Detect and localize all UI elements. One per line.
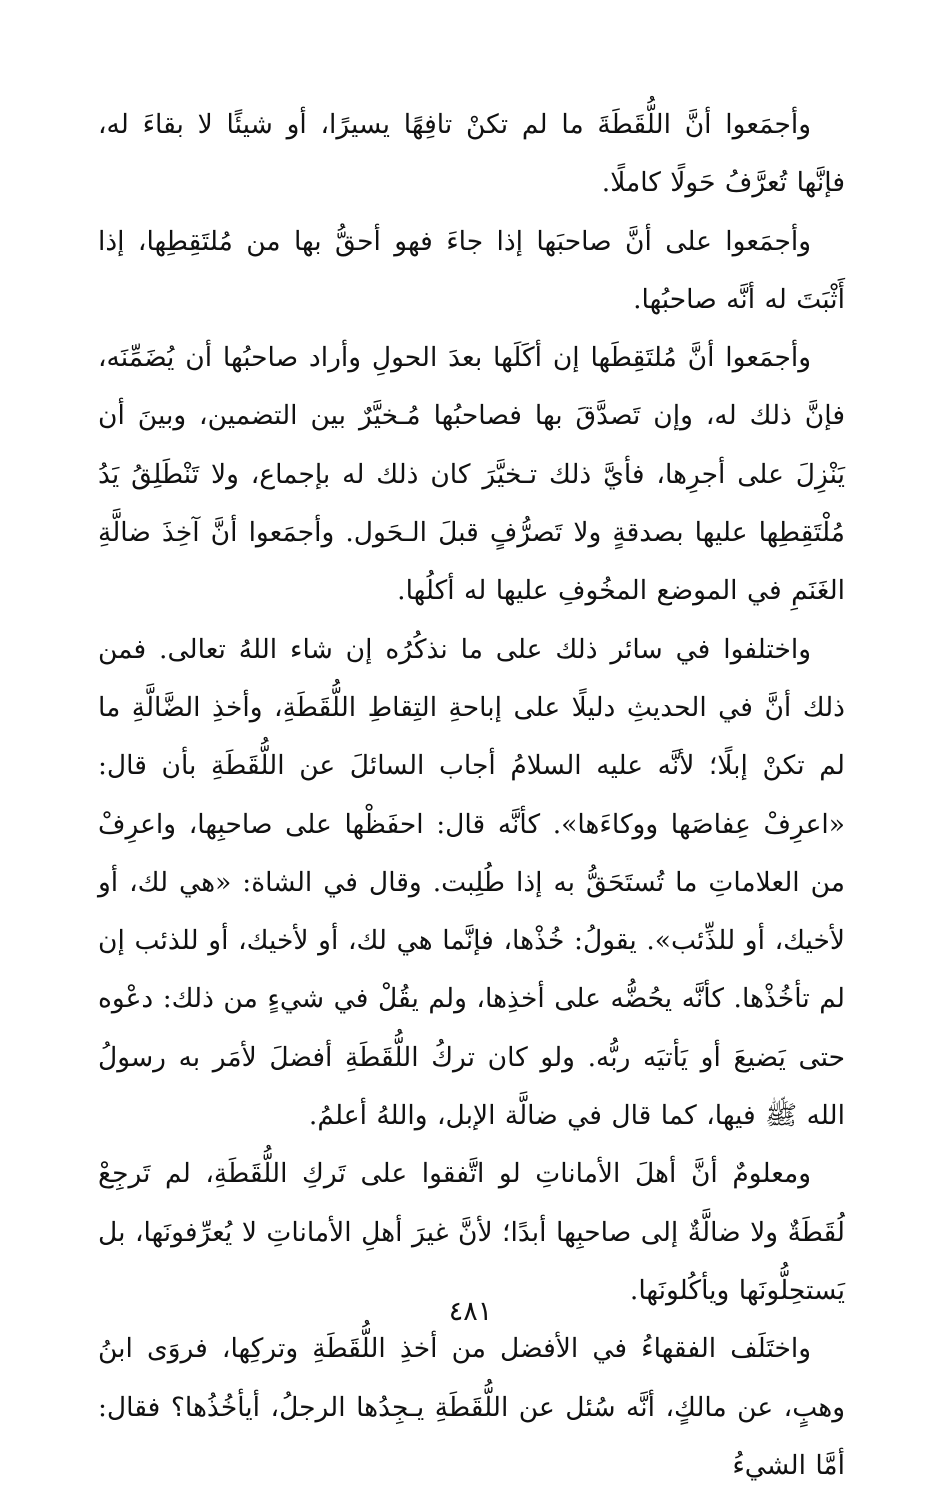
paragraph-5: ومعلومٌ أنَّ أهلَ الأماناتِ لو اتَّفقوا على تَركِ اللُّقَطَةِ، لم تَرجِعْ لُقَطَةٌ ولا ضالَّةٌ إلى صاحبِها أبدًا؛ لأنَّ غيرَ أهلِ الأماناتِ لا يُعرِّفونَها، بل يَستحِلُّونَها ويأكُلونَها. [98,1158,845,1306]
paragraph-2: وأجمَعوا على أنَّ صاحبَها إذا جاءَ فهو أحقُّ بها من مُلتَقِطِها، إذا أَثْبَتَ له أنَّه صاحبُها. [98,225,845,315]
paragraph-1: وأجمَعوا أنَّ اللُّقَطَةَ ما لم تكنْ تافِهًا يسيرًا، أو شيئًا لا بقاءَ له، فإنَّها تُعرَّفُ حَولًا كاملًا. [98,109,845,199]
paragraph-6: واختَلَف الفقهاءُ في الأفضل من أخذِ اللُّقَطَةِ وتركِها، فروَى ابنُ وهبٍ، عن مالكٍ، أنَّه سُئل عن اللُّقَطَةِ يـجِدُها الرجلُ، أيأخُذُها؟ فقال: أمَّا الشيءُ [98,1333,845,1481]
page-number: ٤٨١ [448,1296,493,1327]
page-body [98,96,845,1495]
paragraph-3: وأجمَعوا أنَّ مُلتَقِطَها إن أكَلَها بعدَ الحولِ وأراد صاحبُها أن يُضَمِّنَه، فإنَّ ذلك له، وإن تَصدَّقَ بها فصاحبُها مُـخيَّرٌ بين التضمين، وبينَ أن يَنْزِلَ على أجرِها، فأيَّ ذلك تـخيَّرَ كان ذلك له بإجماع، ولا تَنْطَلِقُ يَدُ مُلْتَقِطِها عليها بصدقةٍ ولا تَصرُّفٍ قبلَ الـحَول. وأجمَعوا أنَّ آخِذَ ضالَّةِ الغَنَمِ في الموضع المخُوفِ عليها له أكلُها. [98,342,845,607]
paragraph-4: واختلفوا في سائر ذلك على ما نذكُرُه إن شاء اللهُ تعالى. فمن ذلك أنَّ في الحديثِ دليلًا على إباحةِ التِقاطِ اللُّقَطَةِ، وأخذِ الضَّالَّةِ ما لم تكنْ إبلًا؛ لأنَّه عليه السلامُ أجاب السائلَ عن اللُّقَطَةِ بأن قال: «اعرِفْ عِفاصَها ووكاءَها». كأنَّه قال: احفَظْها على صاحبِها، واعرِفْ من العلاماتِ ما تُستَحَقُّ به إذا طُلِبت. وقال في الشاة: «هي لك، أو لأخيك، أو للذِّئب». يقولُ: خُذْها، فإنَّما هي لك، أو لأخيك، أو للذئب إن لم تأخُذْها. كأنَّه يحُضُّه على أخذِها، ولم يقُلْ في شيءٍ من ذلك: دعْوه حتى يَضيعَ أو يَأتيَه ربُّه. ولو كان تركُ اللُّقَطَةِ أفضلَ لأمَر به رسولُ الله ﷺ فيها، كما قال في ضالَّة الإبل، واللهُ أعلمُ. [98,633,845,1132]
